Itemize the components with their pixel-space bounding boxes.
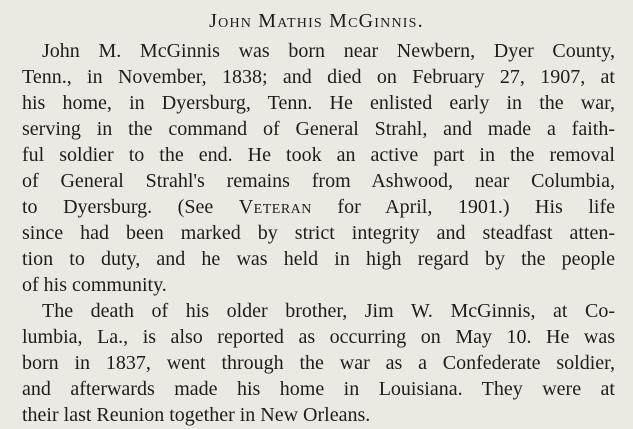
paragraph-1-line-7 [22, 194, 615, 220]
article-title: John Mathis McGinnis. [209, 10, 424, 32]
paragraph-2-line-5: their last Reunion together in New Orleans. [22, 404, 371, 426]
paragraph-1-line-3: his home, in Dyersburg, Tenn. He enlisted early in the war, [22, 92, 615, 114]
paragraph-1-line-4: serving in the command of General Strahl, and made a faith- [22, 118, 615, 140]
paragraph-1-line-1: John M. McGinnis was born near Newbern, Dyer County, [42, 40, 615, 62]
paragraph-1-line-10: of his community. [22, 274, 167, 296]
paragraph-1-line-7-start: to Dyersburg. (See [22, 196, 239, 218]
paragraph-1-line-5: ful soldier to the end. He took an active part in the removal [22, 144, 615, 166]
paragraph-1-line-9: tion to duty, and he was held in high regard by the people [22, 248, 615, 270]
paragraph-1-line-8: since had been marked by strict integrity and steadfast atten- [22, 222, 615, 244]
paragraph-1-line-7-end: for April, 1901.) His life [311, 196, 616, 218]
paragraph-1-line-6: of General Strahl's remains from Ashwood, near Columbia, [22, 170, 615, 192]
paragraph-2-line-1: The death of his older brother, Jim W. McGinnis, at Co- [42, 300, 615, 322]
veteran-reference: Veteran [238, 196, 312, 218]
paragraph-2-line-4: and afterwards made his home in Louisiana. They were at [22, 378, 615, 400]
paragraph-1-line-2: Tenn., in November, 1838; and died on February 27, 1907, at [22, 66, 615, 88]
paragraph-2-line-2: lumbia, La., is also reported as occurring on May 10. He was [22, 326, 615, 348]
paragraph-2-line-3: born in 1837, went through the war as a Confederate soldier, [22, 352, 615, 374]
